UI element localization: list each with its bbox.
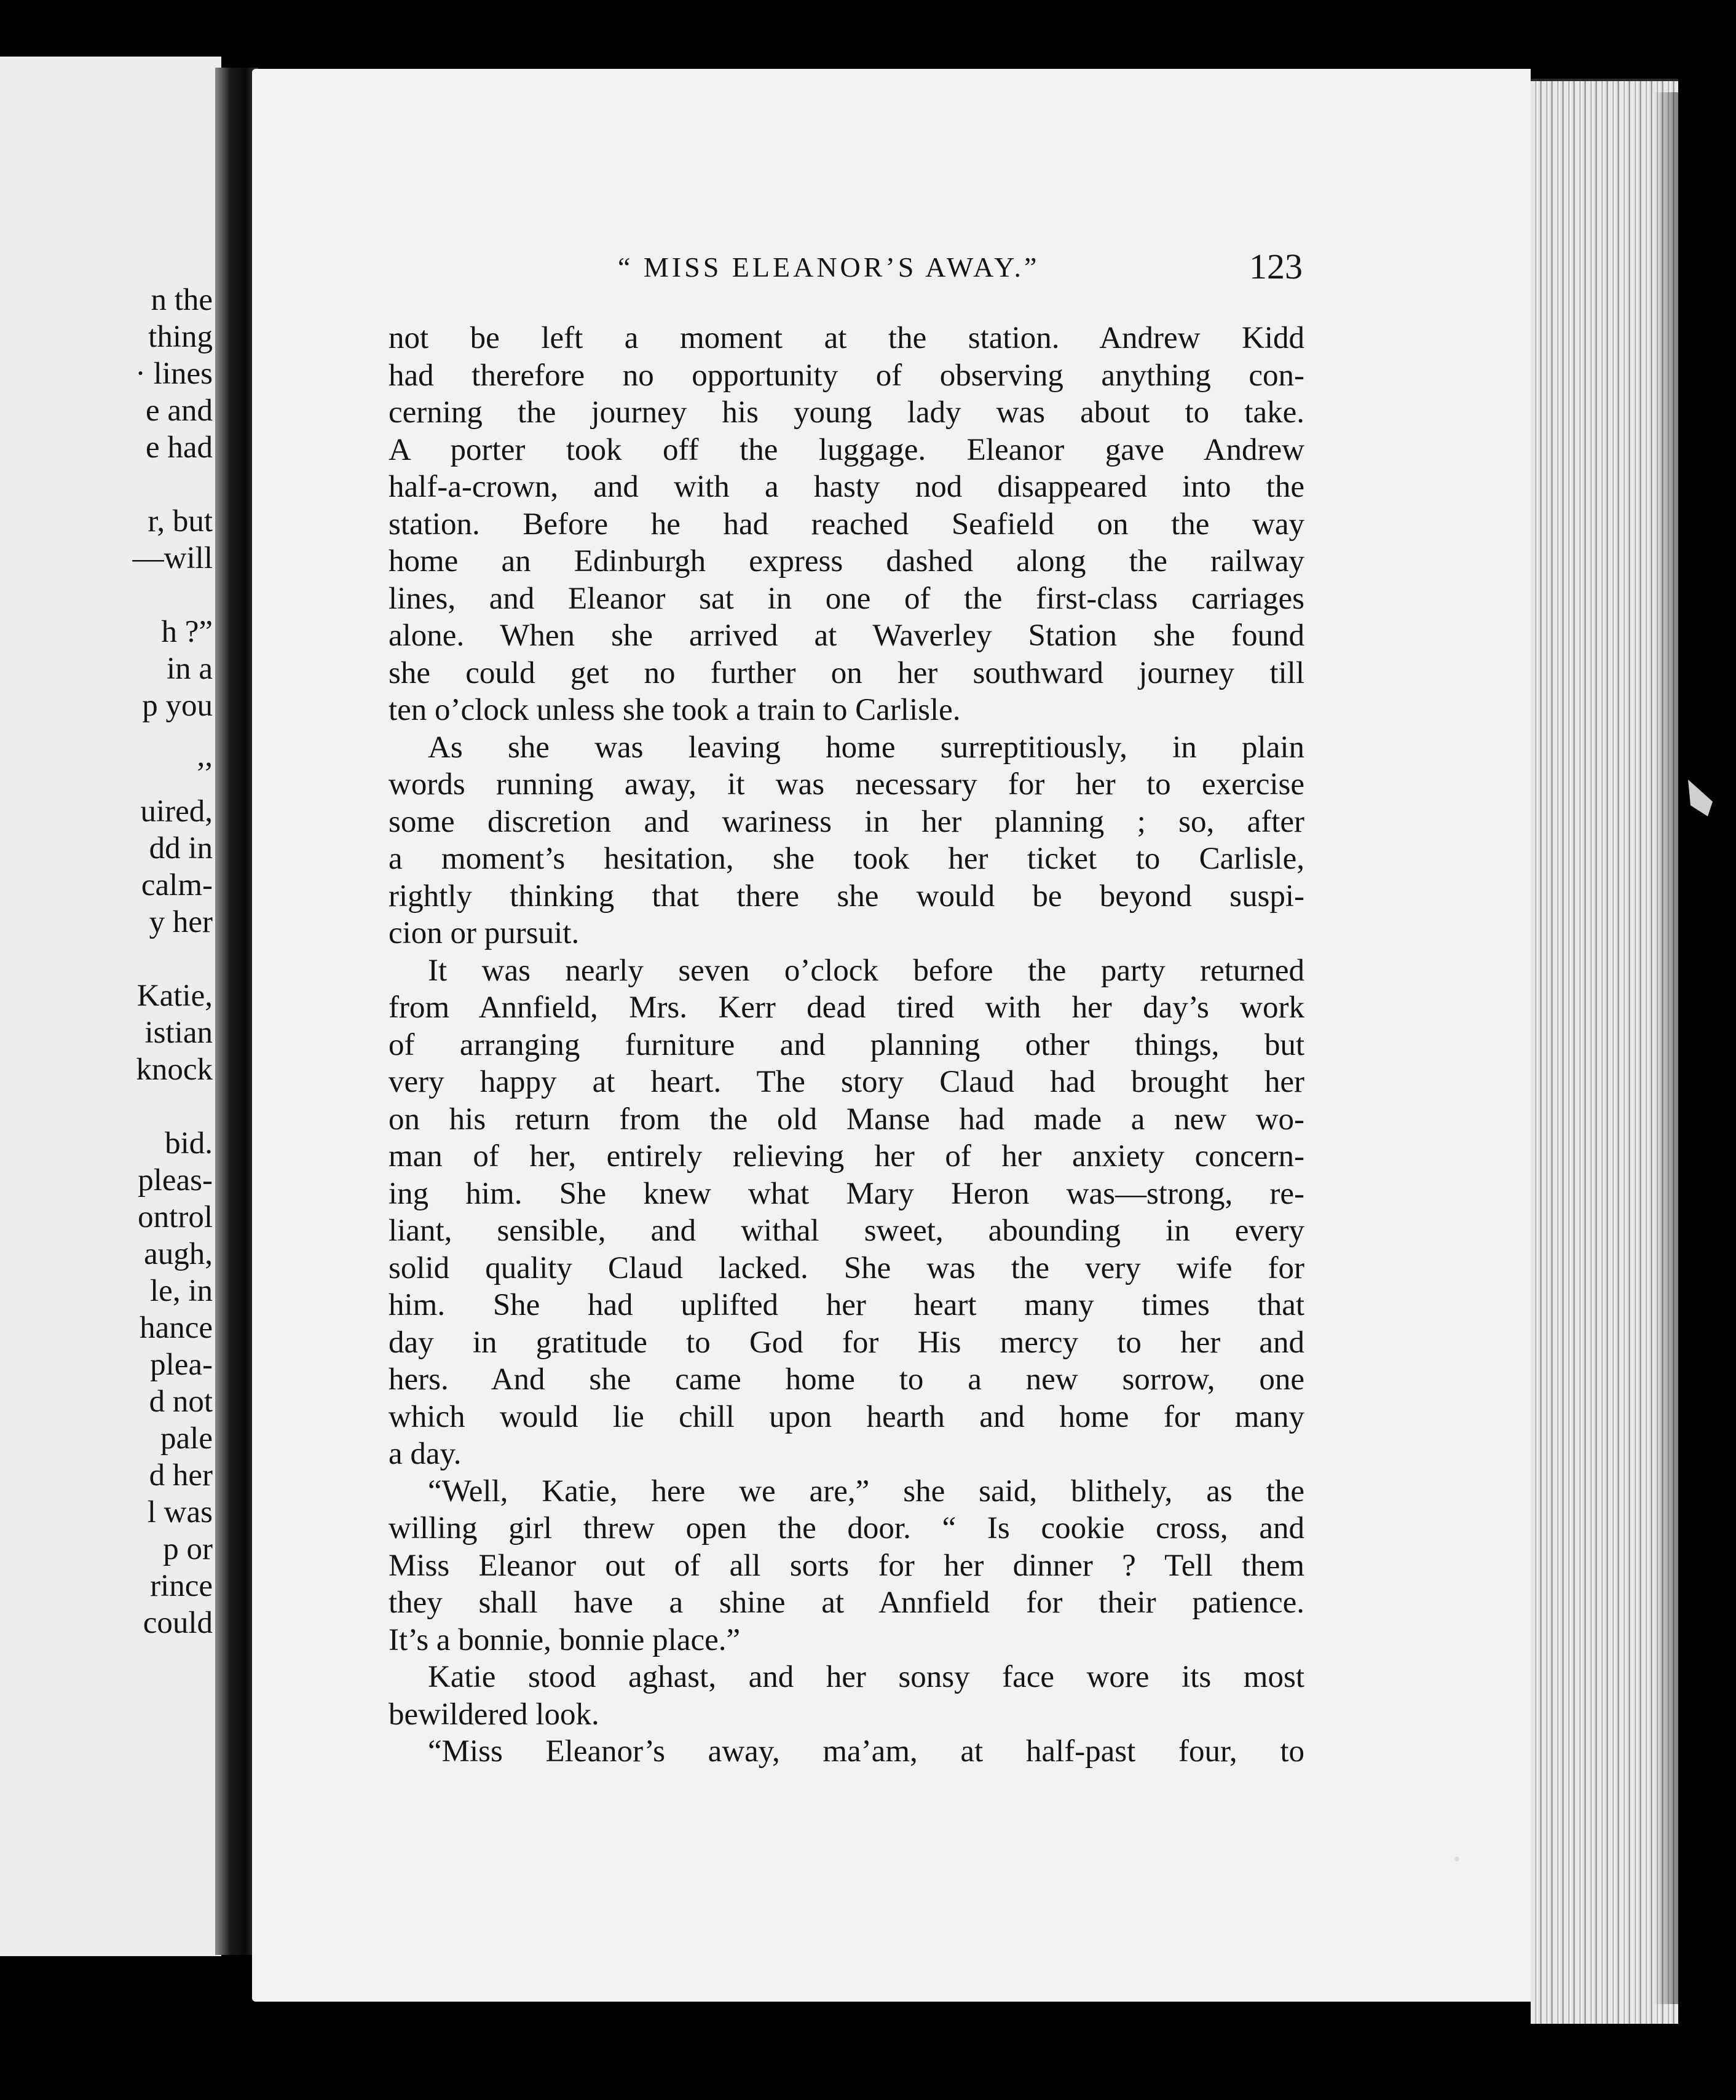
left-page-line: knock [136, 1052, 213, 1087]
text-line: a day. [389, 1437, 462, 1471]
left-page-line: n the [151, 283, 213, 317]
text-line: lines, and Eleanor sat in one of the first-class carriages [389, 581, 1304, 616]
left-page-line: e had [145, 430, 213, 465]
text-line: of arranging furniture and planning other things, but [389, 1027, 1304, 1062]
left-page-line: le, in [150, 1274, 213, 1308]
left-page-line: augh, [144, 1237, 213, 1271]
text-line: bewildered look. [389, 1697, 599, 1732]
text-line: man of her, entirely relieving her of her anxiety concern- [389, 1139, 1304, 1174]
left-page-line: thing [148, 320, 213, 354]
left-page-line: ontrol [138, 1200, 213, 1234]
left-page-line: r, but [148, 504, 213, 539]
text-line: “Miss Eleanor’s away, ma’am, at half-past four, to [428, 1734, 1304, 1769]
left-page-line: rince [150, 1569, 213, 1603]
text-line: It was nearly seven o’clock before the party returned [428, 953, 1304, 988]
left-page-line: could [143, 1606, 213, 1640]
text-line: they shall have a shine at Annfield for their patience. [389, 1585, 1304, 1620]
page-number: 123 [1249, 247, 1303, 286]
text-line: willing girl threw open the door. “ Is cookie cross, and [389, 1511, 1304, 1545]
left-page-line: uired, [140, 794, 213, 829]
text-line: half-a-crown, and with a hasty nod disappeared into the [389, 470, 1304, 504]
text-line: very happy at heart. The story Claud had brought her [389, 1065, 1304, 1099]
text-line: cerning the journey his young lady was about to take. [389, 395, 1304, 430]
text-line: rightly thinking that there she would be beyond suspi- [389, 878, 1304, 914]
left-page-line: bid. [165, 1126, 213, 1161]
text-line: on his return from the old Manse had made a new wo- [389, 1102, 1304, 1137]
paper-tab [1688, 780, 1713, 816]
left-page-line: ,, [197, 739, 213, 773]
left-page-line: l was [147, 1495, 213, 1530]
left-page-line: p or [163, 1532, 213, 1566]
text-line: ing him. She knew what Mary Heron was—strong, re- [389, 1176, 1304, 1211]
left-page-line: d not [149, 1384, 213, 1419]
left-page-line: h ?” [161, 615, 213, 649]
left-page-fragment [0, 57, 221, 1956]
text-line: some discretion and wariness in her planning ; so, after [389, 804, 1304, 839]
text-line: Miss Eleanor out of all sorts for her dinner ? Tell them [389, 1548, 1304, 1583]
text-line: A porter took off the luggage. Eleanor gave Andrew [389, 432, 1304, 467]
body-text [389, 320, 1304, 1770]
text-line: words running away, it was necessary for her to exercise [389, 767, 1304, 802]
text-line: “Well, Katie, here we are,” she said, blithely, as the [428, 1474, 1304, 1509]
text-line: had therefore no opportunity of observing anything con- [389, 358, 1304, 393]
text-line: which would lie chill upon hearth and home for many [389, 1399, 1304, 1434]
text-line: a moment’s hesitation, she took her ticket to Carlisle, [389, 842, 1304, 876]
text-line: alone. When she arrived at Waverley Station she found [389, 618, 1304, 653]
text-line: As she was leaving home surreptitiously, in plain [428, 730, 1304, 765]
text-line: day in gratitude to God for His mercy to her and [389, 1325, 1304, 1360]
dust-speck [1454, 1857, 1459, 1861]
text-line: from Annfield, Mrs. Kerr dead tired with her day’s work [389, 990, 1304, 1025]
left-page-line: in a [166, 652, 213, 686]
left-page-line: —will [132, 541, 213, 575]
left-page-line: plea- [150, 1348, 213, 1382]
text-line: him. She had uplifted her heart many times that [389, 1288, 1304, 1322]
text-line: Katie stood aghast, and her sonsy face wore its most [428, 1660, 1304, 1694]
text-line: It’s a bonnie, bonnie place.” [389, 1622, 741, 1657]
text-line: hers. And she came home to a new sorrow, one [389, 1362, 1304, 1397]
text-line: solid quality Claud lacked. She was the very wife for [389, 1250, 1304, 1285]
text-line: not be left a moment at the station. Andrew Kidd [389, 321, 1304, 355]
left-page-line: calm- [141, 868, 213, 902]
text-line: she could get no further on her southward journey till [389, 655, 1304, 690]
text-line: home an Edinburgh express dashed along the railway [389, 544, 1304, 578]
text-line: station. Before he had reached Seafield on the way [389, 507, 1304, 542]
text-line: liant, sensible, and withal sweet, abounding in every [389, 1214, 1304, 1248]
left-page-line: p you [142, 689, 213, 723]
left-page-line: hance [140, 1311, 213, 1345]
left-page-line: pale [160, 1421, 213, 1456]
left-page-line: y her [149, 905, 213, 939]
left-page-line: pleas- [138, 1163, 213, 1198]
left-page-line: Katie, [136, 979, 213, 1013]
left-page-line: istian [144, 1016, 213, 1050]
text-line: ten o’clock unless she took a train to Carlisle. [389, 693, 961, 727]
text-line: cion or pursuit. [389, 916, 580, 950]
left-page-line: dd in [149, 831, 213, 866]
page-edges-shadow [1654, 92, 1684, 2004]
running-head: “ MISS ELEANOR’S AWAY.” [618, 251, 1040, 283]
left-page-line: · lines [135, 357, 213, 391]
left-page-line: d her [149, 1458, 213, 1493]
left-page-line: e and [145, 393, 213, 428]
